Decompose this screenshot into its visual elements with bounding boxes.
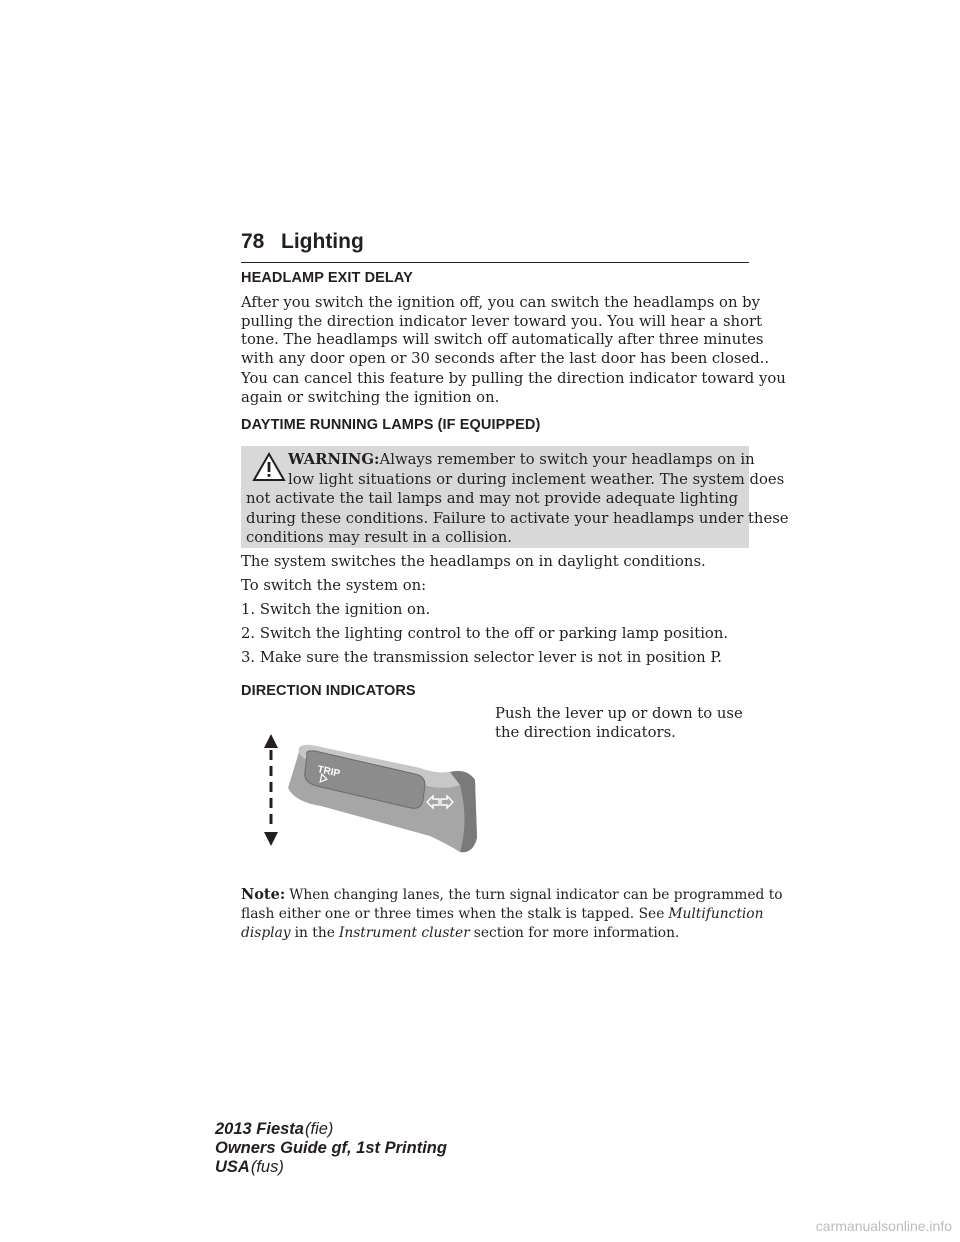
- note-text: in the: [294, 925, 335, 941]
- warning-label: WARNING:: [288, 451, 380, 468]
- text-line: Push the lever up or down to use: [495, 705, 743, 722]
- figure-label-trip: TRIP: [316, 764, 341, 780]
- note-text: When changing lanes, the turn signal indicator can be programmed to: [289, 887, 783, 903]
- warning-text: [241, 450, 789, 548]
- warning-line: [241, 450, 755, 470]
- step-3: 3. Make sure the transmission selector lever is not in position P.: [241, 649, 723, 666]
- warning-box: [241, 446, 789, 548]
- text-line: You can cancel this feature by pulling the direction indicator toward you: [241, 370, 786, 387]
- footer-line: [215, 1120, 447, 1139]
- section-heading-daytime: DAYTIME RUNNING LAMPS (IF EQUIPPED): [241, 417, 541, 433]
- text-line: pulling the direction indicator lever toward you. You will hear a short: [241, 312, 763, 330]
- text-line: After you switch the ignition off, you can switch the headlamps on by: [241, 294, 761, 311]
- note-line: [241, 885, 783, 905]
- section-heading-indicators: DIRECTION INDICATORS: [241, 683, 416, 699]
- note-text: section for more information.: [473, 925, 680, 941]
- note-reference: display: [241, 925, 291, 941]
- note-text: flash either one or three times when the stalk is tapped. See: [241, 906, 665, 922]
- up-down-arrow-icon: [264, 734, 278, 846]
- warning-text-line: during these conditions. Failure to activate your headlamps under these: [246, 509, 789, 527]
- text-line: with any door open or 30 seconds after the last door has been closed..: [241, 349, 770, 367]
- note-label: Note:: [241, 886, 286, 903]
- daytime-paragraph-2: To switch the system on:: [241, 577, 427, 594]
- step-2: 2. Switch the lighting control to the off or parking lamp position.: [241, 625, 729, 642]
- text-line: again or switching the ignition on.: [241, 388, 500, 406]
- footer-market: USA: [215, 1158, 250, 1176]
- indicator-lever-figure: [255, 730, 480, 860]
- exit-delay-paragraph-1: [241, 294, 770, 368]
- footer-line: [215, 1158, 447, 1177]
- section-heading-exit-delay: HEADLAMP EXIT DELAY: [241, 270, 413, 286]
- watermark: carmanualsonline.info: [815, 1218, 952, 1234]
- daytime-paragraph-1: The system switches the headlamps on in daylight conditions.: [241, 553, 706, 570]
- note-line: [241, 905, 764, 924]
- footer-code: (fus): [250, 1158, 284, 1176]
- step-1: 1. Switch the ignition on.: [241, 601, 431, 618]
- note-line: [241, 924, 751, 943]
- warning-text-line: not activate the tail lamps and may not provide adequate lighting: [246, 490, 739, 507]
- text-line: tone. The headlamps will switch off automatically after three minutes: [241, 331, 764, 348]
- note-reference: Multifunction: [668, 906, 764, 922]
- exit-delay-paragraph-2: [241, 370, 786, 407]
- note: [241, 885, 783, 943]
- footer-model: 2013 Fiesta: [215, 1120, 304, 1138]
- page-number: 78: [241, 230, 265, 253]
- page-footer: [215, 1120, 447, 1177]
- footer-edition: Owners Guide gf, 1st Printing: [215, 1139, 447, 1157]
- warning-text-line: low light situations or during inclement weather. The system does: [288, 470, 785, 488]
- page-header: [241, 230, 749, 263]
- note-reference: Instrument cluster: [338, 925, 470, 941]
- text-line: the direction indicators.: [495, 723, 676, 741]
- footer-code: (fie): [304, 1120, 334, 1138]
- warning-text-line: Always remember to switch your headlamps on in: [379, 451, 755, 468]
- warning-text-line: conditions may result in a collision.: [246, 529, 512, 546]
- indicators-side-text: [495, 705, 755, 742]
- chapter-title: Lighting: [281, 230, 364, 253]
